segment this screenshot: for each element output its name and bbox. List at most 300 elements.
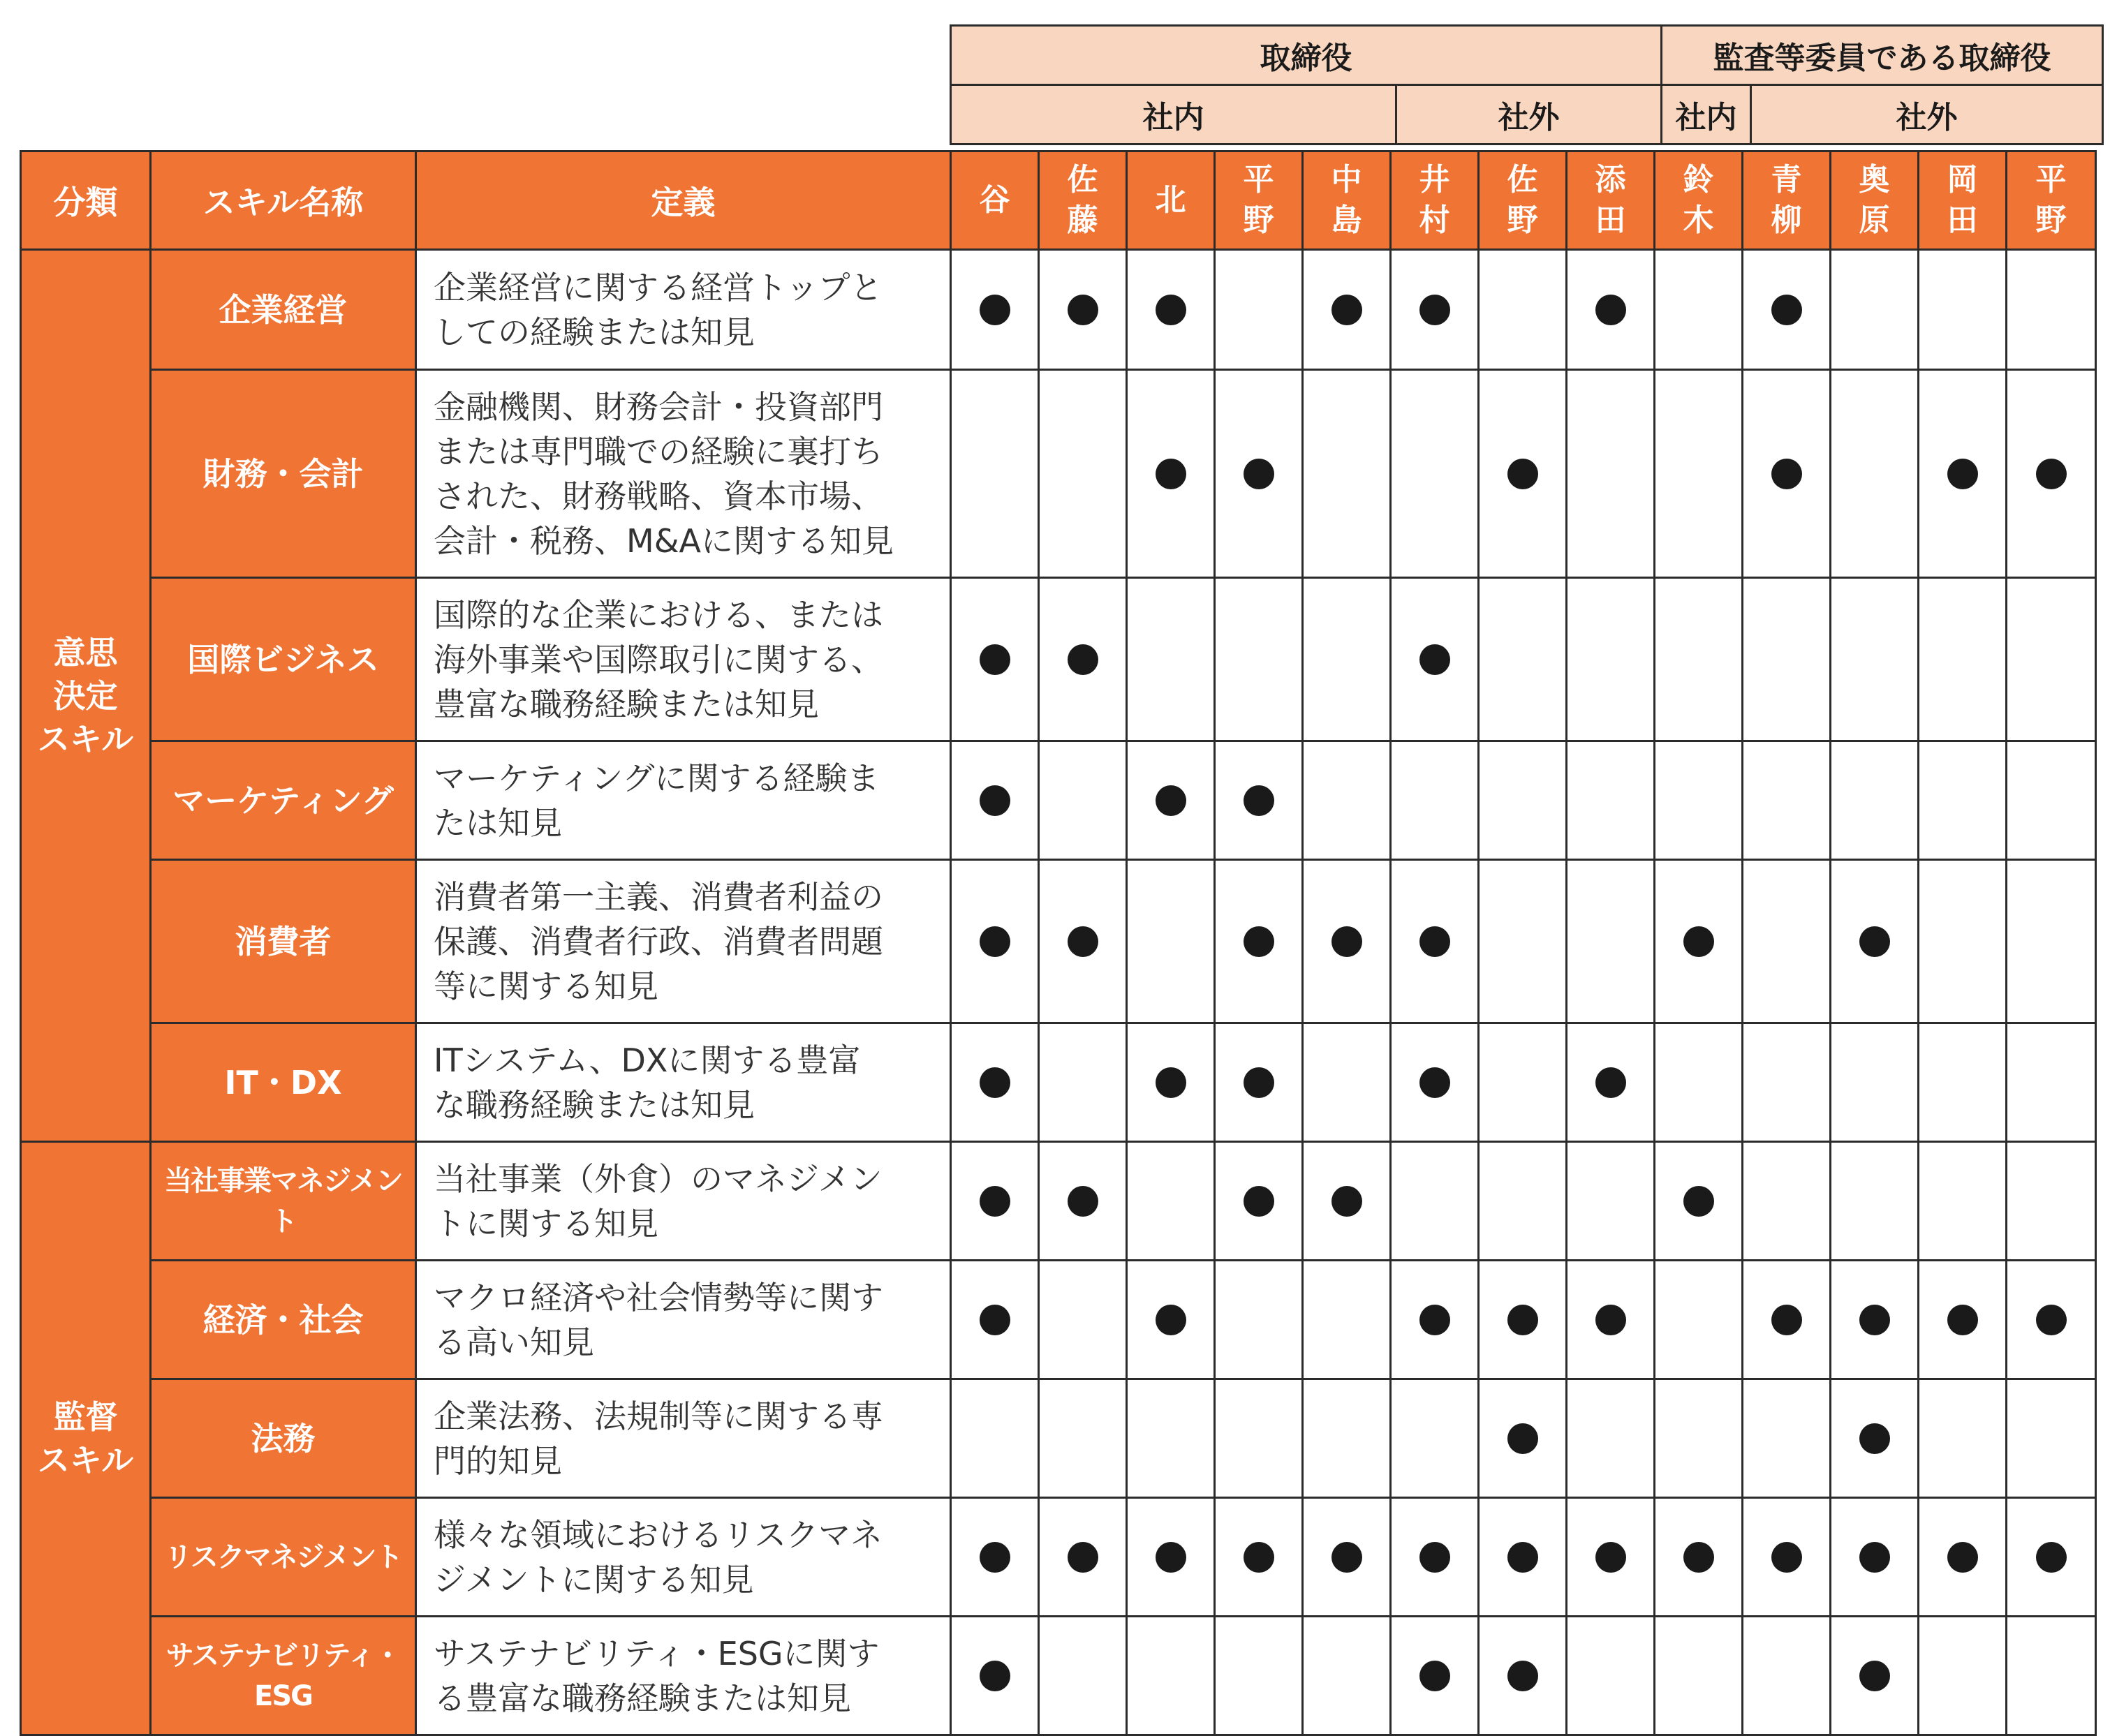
skill-mark-cell [1831, 578, 1919, 741]
skill-mark-cell [1831, 741, 1919, 860]
skill-mark-cell [1039, 1261, 1127, 1379]
filled-circle-icon [1419, 644, 1450, 675]
skill-mark-cell [1215, 250, 1303, 370]
skill-mark-cell [1567, 1261, 1655, 1379]
definition-line: または専門職での経験に裏打ち [434, 432, 883, 470]
filled-circle-icon [1331, 1542, 1362, 1573]
member-header [1655, 151, 1743, 250]
member-name-char: 鈴 [1683, 162, 1714, 198]
filled-circle-icon [1244, 1542, 1274, 1573]
skill-row [21, 1261, 2096, 1379]
filled-circle-icon [1595, 1067, 1626, 1098]
skill-mark-cell [1919, 1379, 2007, 1498]
definition-line: 会計・税務、M&Aに関する知見 [434, 521, 894, 560]
skill-mark-cell [1919, 1142, 2007, 1261]
skill-mark-cell [1567, 1498, 1655, 1617]
filled-circle-icon [1507, 1305, 1538, 1335]
skill-mark-cell [1743, 1617, 1831, 1735]
skill-definition [416, 370, 951, 578]
member-name-char: 佐 [1067, 162, 1098, 198]
definition-line: しての経験または知見 [434, 313, 755, 351]
skill-mark-cell [2007, 1142, 2096, 1261]
skill-definition [416, 1142, 951, 1261]
member-name-char: 野 [1507, 202, 1538, 238]
skill-mark-cell [1215, 370, 1303, 578]
skill-mark-cell [1391, 578, 1479, 741]
filled-circle-icon [1859, 1661, 1890, 1691]
filled-circle-icon [1507, 1423, 1538, 1454]
skill-mark-cell [1127, 1142, 1215, 1261]
skill-mark-cell [2007, 370, 2096, 578]
skill-mark-cell [1303, 741, 1391, 860]
skill-mark-cell [1655, 578, 1743, 741]
skill-mark-cell [1919, 1498, 2007, 1617]
skill-mark-cell [1919, 578, 2007, 741]
filled-circle-icon [2036, 1542, 2067, 1573]
skill-mark-cell [951, 1023, 1039, 1142]
member-header [1743, 151, 1831, 250]
filled-circle-icon [1156, 1305, 1186, 1335]
skill-name: IT・DX [151, 1023, 416, 1142]
skill-mark-cell [1743, 1023, 1831, 1142]
definition-line: る高い知見 [434, 1323, 594, 1361]
member-name-char: 柳 [1771, 202, 1802, 238]
category-column-header: 分類 [21, 151, 151, 250]
filled-circle-icon [2036, 459, 2067, 489]
member-header [1479, 151, 1567, 250]
member-header [1567, 151, 1655, 250]
skill-mark-cell [1039, 1023, 1127, 1142]
skill-definition [416, 860, 951, 1023]
skill-mark-cell [1919, 741, 2007, 860]
skill-mark-cell [1303, 370, 1391, 578]
skill-mark-cell [1567, 860, 1655, 1023]
skill-mark-cell [1303, 1023, 1391, 1142]
skill-mark-cell [2007, 1261, 2096, 1379]
category-label-line: スキル [37, 1441, 134, 1479]
filled-circle-icon [1859, 1423, 1890, 1454]
filled-circle-icon [1507, 1542, 1538, 1573]
skill-mark-cell [1655, 860, 1743, 1023]
filled-circle-icon [1156, 459, 1186, 489]
member-name-char: 原 [1859, 202, 1890, 238]
member-name-char: 野 [1243, 202, 1274, 238]
skill-mark-cell [1655, 1023, 1743, 1142]
skill-mark-cell [1655, 370, 1743, 578]
member-header [1215, 151, 1303, 250]
filled-circle-icon [1683, 1186, 1714, 1217]
skill-mark-cell [1303, 578, 1391, 741]
definition-column-header: 定義 [416, 151, 951, 250]
skill-name: 法務 [151, 1379, 416, 1498]
skill-mark-cell [1215, 578, 1303, 741]
skill-mark-cell [1831, 1617, 1919, 1735]
definition-line: 当社事業（外食）のマネジメン [434, 1159, 883, 1198]
category-label-line: 監督 [53, 1397, 118, 1436]
skill-name [151, 1617, 416, 1735]
directors-external-header: 社外 [1396, 85, 1662, 144]
skill-mark-cell [1919, 1261, 2007, 1379]
skill-mark-cell [1391, 1379, 1479, 1498]
skill-row [21, 860, 2096, 1023]
skill-mark-cell [1919, 1617, 2007, 1735]
skill-mark-cell [1479, 1379, 1567, 1498]
filled-circle-icon [1771, 1305, 1802, 1335]
skill-definition [416, 1617, 951, 1735]
skill-mark-cell [1391, 860, 1479, 1023]
board-header-table [950, 24, 2104, 145]
skill-mark-cell [1127, 860, 1215, 1023]
definition-line: 消費者第一主義、消費者利益の [434, 877, 883, 916]
skill-mark-cell [951, 741, 1039, 860]
skill-row [21, 1617, 2096, 1735]
skill-mark-cell [1479, 1498, 1567, 1617]
skill-mark-cell [1127, 1617, 1215, 1735]
skill-mark-cell [1919, 370, 2007, 578]
skill-mark-cell [1567, 1142, 1655, 1261]
skill-mark-cell [1743, 1142, 1831, 1261]
definition-line: ITシステム、DXに関する豊富 [434, 1041, 861, 1079]
audit-external-header: 社外 [1751, 85, 2103, 144]
member-name-char: 青 [1771, 162, 1802, 198]
skill-name: 経済・社会 [151, 1261, 416, 1379]
member-name-char: 野 [2035, 202, 2067, 238]
skill-mark-cell [1215, 1261, 1303, 1379]
column-header-row [21, 151, 2096, 250]
filled-circle-icon [1595, 1305, 1626, 1335]
member-name-char: 田 [1595, 202, 1626, 238]
definition-line: マクロ経済や社会情勢等に関す [434, 1278, 883, 1316]
skill-mark-cell [1743, 1498, 1831, 1617]
skill-row [21, 1498, 2096, 1617]
skill-definition [416, 578, 951, 741]
filled-circle-icon [1419, 926, 1450, 957]
skill-mark-cell [1655, 1498, 1743, 1617]
skill-mark-cell [1127, 370, 1215, 578]
skill-name-column-header: スキル名称 [151, 151, 416, 250]
skill-mark-cell [1215, 1498, 1303, 1617]
filled-circle-icon [980, 1661, 1010, 1691]
filled-circle-icon [1331, 295, 1362, 325]
filled-circle-icon [1595, 1542, 1626, 1573]
definition-line: 国際的な企業における、または [434, 595, 883, 634]
skill-mark-cell [1127, 1379, 1215, 1498]
skill-mark-cell [1655, 1379, 1743, 1498]
filled-circle-icon [1771, 1542, 1802, 1573]
filled-circle-icon [1068, 644, 1098, 675]
skill-row [21, 578, 2096, 741]
category-label-line: 意思 [53, 633, 118, 672]
filled-circle-icon [1156, 785, 1186, 816]
skill-mark-cell [1215, 1379, 1303, 1498]
skill-mark-cell [1303, 1142, 1391, 1261]
category-decision-skill [21, 250, 151, 1142]
member-name-char: 佐 [1507, 162, 1538, 198]
skill-mark-cell [1743, 370, 1831, 578]
member-name-char: 中 [1331, 162, 1362, 198]
member-name-char: 岡 [1947, 162, 1978, 198]
definition-line: ジメントに関する知見 [434, 1560, 754, 1598]
filled-circle-icon [1068, 295, 1098, 325]
filled-circle-icon [980, 1186, 1010, 1217]
definition-line: 等に関する知見 [434, 967, 658, 1005]
skill-row [21, 370, 2096, 578]
skill-mark-cell [1303, 1498, 1391, 1617]
skill-mark-cell [1743, 741, 1831, 860]
skill-mark-cell [1743, 578, 1831, 741]
filled-circle-icon [1244, 785, 1274, 816]
filled-circle-icon [1419, 1542, 1450, 1573]
skill-mark-cell [951, 370, 1039, 578]
filled-circle-icon [1771, 459, 1802, 489]
skill-mark-cell [1127, 1261, 1215, 1379]
skill-mark-cell [1479, 1023, 1567, 1142]
filled-circle-icon [1068, 1542, 1098, 1573]
skill-mark-cell [1831, 1379, 1919, 1498]
member-name-char: 奥 [1859, 162, 1890, 198]
skill-mark-cell [951, 1379, 1039, 1498]
skill-mark-cell [1655, 1617, 1743, 1735]
skill-mark-cell [1215, 860, 1303, 1023]
definition-line: 金融機関、財務会計・投資部門 [434, 387, 883, 426]
category-label-line: 決定 [53, 676, 118, 715]
skill-mark-cell [1743, 1379, 1831, 1498]
skill-mark-cell [2007, 250, 2096, 370]
skill-mark-cell [1655, 1142, 1743, 1261]
skill-mark-cell [1919, 1023, 2007, 1142]
filled-circle-icon [1507, 459, 1538, 489]
member-name-char: 平 [1243, 162, 1274, 198]
skill-mark-cell [1831, 860, 1919, 1023]
skill-mark-cell [1743, 860, 1831, 1023]
skill-name: リスクマネジメント [151, 1498, 416, 1617]
filled-circle-icon [1947, 1542, 1978, 1573]
skill-mark-cell [1567, 250, 1655, 370]
filled-circle-icon [1859, 1305, 1890, 1335]
skill-mark-cell [1391, 1023, 1479, 1142]
definition-line: 海外事業や国際取引に関する、 [434, 640, 883, 678]
skill-mark-cell [1567, 578, 1655, 741]
skill-name: 財務・会計 [151, 370, 416, 578]
skill-mark-cell [1215, 1023, 1303, 1142]
skill-mark-cell [2007, 1379, 2096, 1498]
skill-name: 消費者 [151, 860, 416, 1023]
skill-mark-cell [1567, 741, 1655, 860]
audit-committee-group-header: 監査等委員である取締役 [1662, 26, 2103, 85]
skill-mark-cell [1391, 250, 1479, 370]
filled-circle-icon [1595, 295, 1626, 325]
skill-mark-cell [1831, 1023, 1919, 1142]
filled-circle-icon [980, 785, 1010, 816]
skill-mark-cell [1391, 1142, 1479, 1261]
skill-mark-cell [1391, 741, 1479, 860]
skill-mark-cell [951, 860, 1039, 1023]
member-name-char: 村 [1419, 202, 1450, 238]
skill-mark-cell [1479, 578, 1567, 741]
member-name-char: 田 [1947, 202, 1978, 238]
member-name-char: 北 [1155, 182, 1186, 218]
filled-circle-icon [980, 926, 1010, 957]
skill-mark-cell [1743, 250, 1831, 370]
member-header [1303, 151, 1391, 250]
skill-mark-cell [1039, 250, 1127, 370]
definition-line: 企業経営に関する経営トップと [434, 268, 883, 306]
skill-row [21, 1379, 2096, 1498]
skill-mark-cell [1391, 370, 1479, 578]
skill-mark-cell [1039, 1617, 1127, 1735]
filled-circle-icon [1507, 1661, 1538, 1691]
skill-mark-cell [1127, 578, 1215, 741]
member-header [1127, 151, 1215, 250]
skill-mark-cell [1039, 1142, 1127, 1261]
skill-mark-cell [1831, 1142, 1919, 1261]
member-header [1919, 151, 2007, 250]
definition-line: 様々な領域におけるリスクマネ [434, 1515, 883, 1554]
skill-mark-cell [2007, 1023, 2096, 1142]
member-name-char: 谷 [979, 182, 1010, 218]
skill-mark-cell [1039, 860, 1127, 1023]
skill-mark-cell [1831, 250, 1919, 370]
filled-circle-icon [980, 1067, 1010, 1098]
skill-mark-cell [2007, 1498, 2096, 1617]
skill-mark-cell [1039, 1498, 1127, 1617]
filled-circle-icon [1156, 1067, 1186, 1098]
member-name-char: 木 [1683, 202, 1714, 238]
filled-circle-icon [1156, 295, 1186, 325]
skill-mark-cell [1479, 1142, 1567, 1261]
skill-mark-cell [1039, 578, 1127, 741]
skill-mark-cell [1127, 250, 1215, 370]
skill-mark-cell [1127, 1498, 1215, 1617]
member-name-char: 平 [2035, 162, 2067, 198]
skill-name-line: ESG [254, 1679, 312, 1712]
skill-mark-cell [1391, 1261, 1479, 1379]
filled-circle-icon [1156, 1542, 1186, 1573]
skill-mark-cell [951, 250, 1039, 370]
filled-circle-icon [1683, 1542, 1714, 1573]
skill-mark-cell [951, 1617, 1039, 1735]
skill-mark-cell [1039, 1379, 1127, 1498]
skill-mark-cell [1479, 860, 1567, 1023]
skill-mark-cell [1479, 250, 1567, 370]
skill-matrix-table [20, 150, 2097, 1736]
skill-mark-cell [1919, 860, 2007, 1023]
skill-name-line: サステナビリティ・ [165, 1639, 401, 1672]
directors-internal-header: 社内 [951, 85, 1396, 144]
filled-circle-icon [1244, 459, 1274, 489]
skill-mark-cell [1743, 1261, 1831, 1379]
skill-mark-cell [1567, 1617, 1655, 1735]
skill-mark-cell [1215, 741, 1303, 860]
directors-group-header: 取締役 [951, 26, 1662, 85]
filled-circle-icon [1419, 1661, 1450, 1691]
definition-line: 門的知見 [434, 1441, 562, 1480]
skill-mark-cell [1831, 1498, 1919, 1617]
filled-circle-icon [2036, 1305, 2067, 1335]
skill-mark-cell [1215, 1617, 1303, 1735]
skill-mark-cell [2007, 860, 2096, 1023]
skill-mark-cell [1391, 1498, 1479, 1617]
skill-name: 国際ビジネス [151, 578, 416, 741]
definition-line: な職務経験または知見 [434, 1085, 755, 1124]
skill-row [21, 1142, 2096, 1261]
skill-mark-cell [1127, 741, 1215, 860]
skill-row [21, 741, 2096, 860]
filled-circle-icon [1244, 926, 1274, 957]
category-label-line: スキル [37, 720, 134, 758]
filled-circle-icon [1771, 295, 1802, 325]
skill-mark-cell [951, 578, 1039, 741]
definition-line: トに関する知見 [434, 1204, 658, 1242]
skill-mark-cell [951, 1498, 1039, 1617]
filled-circle-icon [1331, 926, 1362, 957]
skill-mark-cell [2007, 1617, 2096, 1735]
skill-definition [416, 741, 951, 860]
skill-mark-cell [1655, 250, 1743, 370]
skill-mark-cell [1127, 1023, 1215, 1142]
filled-circle-icon [1419, 1305, 1450, 1335]
member-name-char: 井 [1419, 162, 1450, 198]
definition-line: 豊富な職務経験または知見 [434, 685, 819, 723]
definition-line: マーケティングに関する経験ま [434, 759, 880, 797]
member-header [2007, 151, 2096, 250]
definition-line: された、財務戦略、資本市場、 [434, 477, 883, 515]
filled-circle-icon [1947, 459, 1978, 489]
skill-mark-cell [1303, 1261, 1391, 1379]
skill-mark-cell [1479, 1617, 1567, 1735]
skill-mark-cell [951, 1261, 1039, 1379]
filled-circle-icon [980, 1305, 1010, 1335]
skill-mark-cell [1567, 370, 1655, 578]
filled-circle-icon [1419, 295, 1450, 325]
filled-circle-icon [1859, 1542, 1890, 1573]
filled-circle-icon [1244, 1067, 1274, 1098]
skill-definition [416, 1498, 951, 1617]
skill-definition [416, 250, 951, 370]
filled-circle-icon [1419, 1067, 1450, 1098]
skill-mark-cell [1303, 860, 1391, 1023]
skill-row [21, 250, 2096, 370]
skill-mark-cell [1039, 370, 1127, 578]
skill-mark-cell [1479, 1261, 1567, 1379]
definition-line: サステナビリティ・ESGに関す [434, 1634, 880, 1672]
skill-mark-cell [1831, 370, 1919, 578]
skill-mark-cell [2007, 578, 2096, 741]
member-header [1831, 151, 1919, 250]
skill-mark-cell [1919, 250, 2007, 370]
skill-mark-cell [1039, 741, 1127, 860]
skill-mark-cell [1655, 741, 1743, 860]
audit-internal-header: 社内 [1662, 85, 1751, 144]
skill-name: 企業経営 [151, 250, 416, 370]
skill-mark-cell [1567, 1023, 1655, 1142]
filled-circle-icon [980, 295, 1010, 325]
skill-name: マーケティング [151, 741, 416, 860]
skill-definition [416, 1023, 951, 1142]
skill-mark-cell [1567, 1379, 1655, 1498]
filled-circle-icon [1068, 926, 1098, 957]
skill-mark-cell [1215, 1142, 1303, 1261]
member-header [1391, 151, 1479, 250]
skill-mark-cell [1391, 1617, 1479, 1735]
member-name-char: 添 [1595, 162, 1626, 198]
definition-line: 保護、消費者行政、消費者問題 [434, 922, 883, 960]
skill-mark-cell [1479, 741, 1567, 860]
filled-circle-icon [1859, 926, 1890, 957]
definition-line: る豊富な職務経験または知見 [434, 1679, 851, 1717]
skill-mark-cell [1831, 1261, 1919, 1379]
filled-circle-icon [980, 644, 1010, 675]
